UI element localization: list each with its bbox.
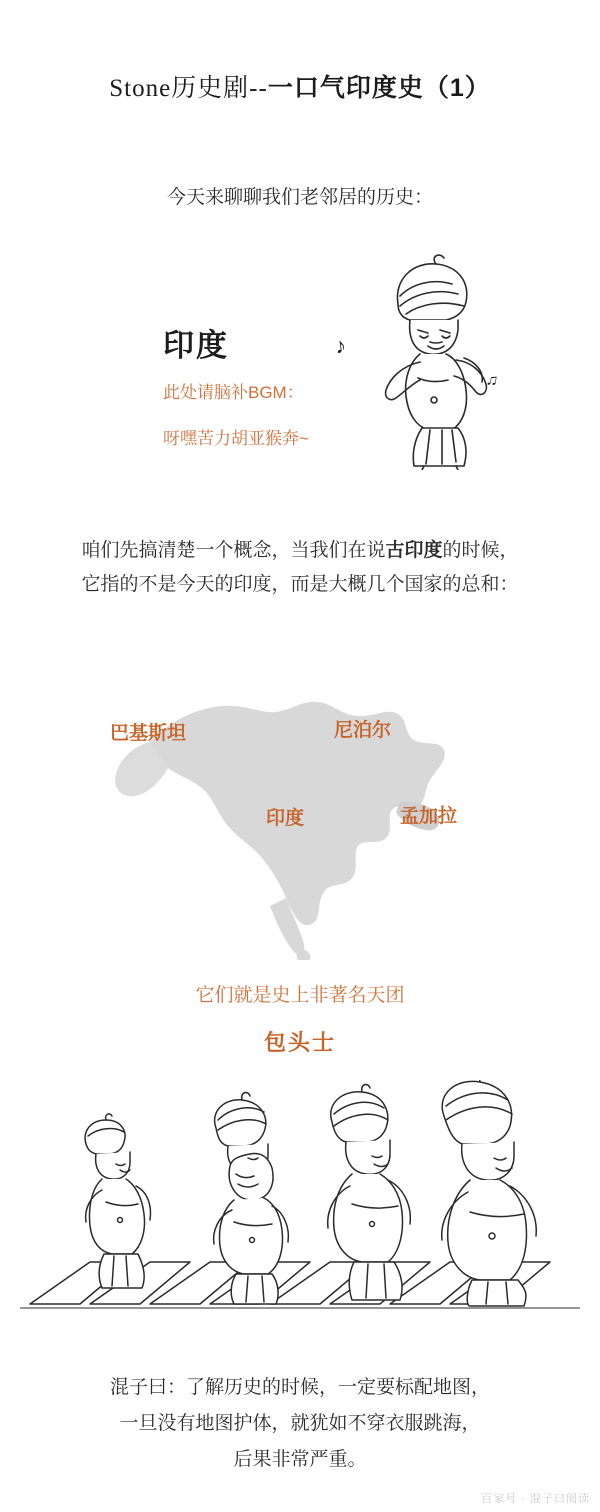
body-paragraph	[0, 534, 600, 602]
caption-line-2: 包头士	[263, 1030, 336, 1055]
music-note-icon: ♪	[333, 332, 348, 359]
footer-line-1: 混子曰：了解历史的时候，一定要标配地图，	[109, 1377, 490, 1398]
country-label-india: 印度	[163, 328, 229, 363]
paragraph-line-2: 它指的不是今天的印度，而是大概几个国家的总和：	[81, 574, 519, 595]
music-note-icon: ♫	[484, 371, 500, 390]
crosswalk-illustration	[20, 1080, 580, 1320]
footer-line-2: 一旦没有地图护体，就犹如不穿衣服跳海，	[119, 1413, 481, 1434]
bgm-note-line-1: 此处请脑补BGM：	[163, 383, 304, 402]
intro-text: 今天来聊聊我们老邻居的历史：	[166, 187, 433, 208]
page-title	[0, 68, 600, 104]
bgm-note-line-2: 呀嘿苦力胡亚猴奔~	[163, 429, 309, 448]
watermark: 百家号 · 混子曰阅读	[481, 1493, 590, 1505]
paragraph-line-1a: 咱们先搞清楚一个概念，当我们在说	[81, 540, 386, 561]
paragraph-line-1c: 的时候，	[442, 540, 519, 561]
map-label-bangladesh: 孟加拉	[400, 806, 458, 827]
map-label-india: 印度	[266, 808, 305, 829]
dancing-man-illustration	[360, 250, 500, 470]
map-label-nepal: 尼泊尔	[334, 720, 392, 741]
footer-line-3: 后果非常严重。	[233, 1449, 367, 1470]
caption-line-1: 它们就是史上非著名天团	[195, 985, 405, 1006]
page-title-prefix: Stone历史剧--	[109, 75, 268, 102]
paragraph-keyword: 古印度	[385, 540, 443, 561]
footer-quote	[0, 1370, 600, 1478]
subcontinent-map	[0, 630, 600, 960]
page-title-main: 一口气印度史（1）	[267, 74, 491, 102]
map-label-pakistan: 巴基斯坦	[110, 723, 187, 744]
